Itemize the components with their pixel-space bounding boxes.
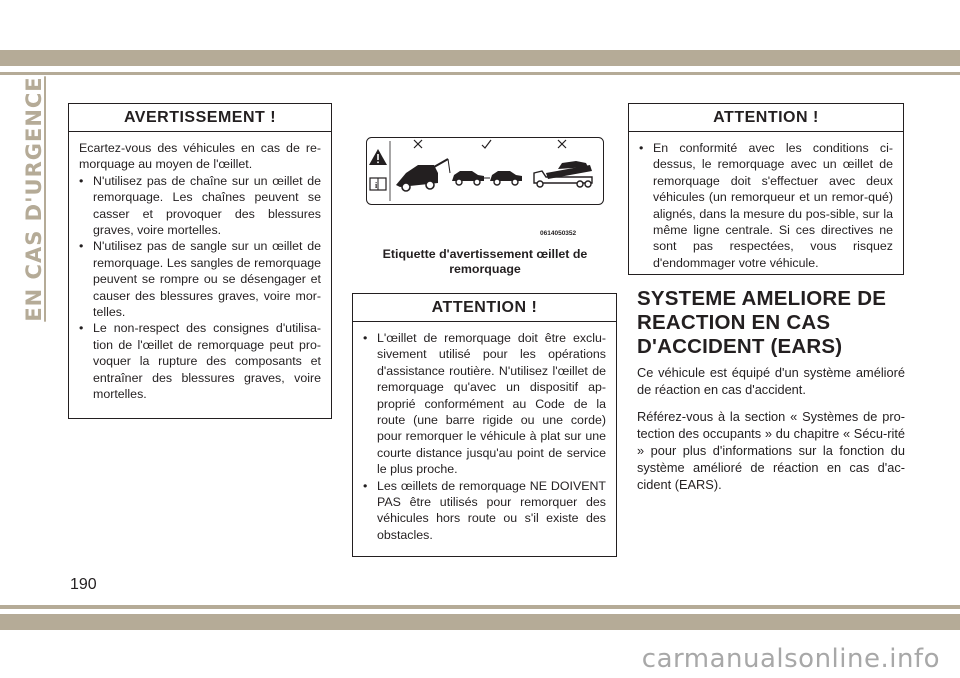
warning-bullet: • N'utilisez pas de sangle sur un œillet de remorquage. Les sangles de remorquage peuvent se rompre ou se désengager et causer des blessures graves, voire mor-telles. <box>79 238 321 320</box>
page-top-margin <box>0 0 960 50</box>
warning-bullet: • N'utilisez pas de chaîne sur un œillet de remorquage. Les chaînes peuvent se casser et provoquer des blessures graves, voire mortelles. <box>79 173 321 239</box>
header-band <box>0 50 960 66</box>
footer-rule <box>0 605 960 609</box>
warning-box-title: AVERTISSEMENT ! <box>69 104 331 132</box>
section-heading: SYSTEME AMELIORE DE REACTION EN CAS D'ACCIDENT (EARS) <box>637 287 887 358</box>
warning-box <box>68 103 332 419</box>
section-paragraph: Ce véhicule est équipé d'un système amélioré de réaction en cas d'accident. <box>637 365 905 397</box>
section-paragraph: Référez-vous à la section « Systèmes de pro-tection des occupants » du chapitre « Sécu-rité » pour plus d'informations sur la fonction du système amélioré de réaction en cas d'ac-cident (EARS). <box>637 409 905 492</box>
warning-bullet: • Le non-respect des consignes d'utilisa-tion de l'œillet de remorquage peut pro-voquer la rupture des composants et entraîner des blessures graves, voire mortelles. <box>79 320 321 402</box>
footer-band <box>0 614 960 630</box>
side-chapter-tab <box>16 76 52 322</box>
figure-caption: Etiquette d'avertissement œillet de remorquage <box>382 247 588 276</box>
caution-box-right <box>628 103 904 275</box>
tow-label-figure <box>366 137 604 205</box>
tow-label-illustration <box>366 137 604 205</box>
caution-bullet: • L'œillet de remorquage doit être exclu-sivement utilisé pour les opérations d'assistance routière. N'utilisez l'œillet de remorquage qu'avec un dispositif ap-proprié conformément au Code de la route (une barre rigide ou une corde) pour remorquer le véhicule à plat sur une courte distance jusqu'au point de service le plus proche. <box>363 330 606 478</box>
caution-box-title: ATTENTION ! <box>629 104 903 132</box>
header-rule <box>0 72 960 75</box>
figure-code: 0614050352 <box>540 230 577 237</box>
caution-bullet: • En conformité avec les conditions ci-dessus, le remorquage avec un œillet de remorquage doit s'effectuer avec deux véhicules (un remorqueur et un remor-qué) alignés, dans la mesure du pos-sible, sur la même ligne centrale. Si ces directives ne sont pas respectées, vous risquez d'endommager votre véhicule. <box>639 140 893 271</box>
warning-intro: Ecartez-vous des véhicules en cas de re-morquage au moyen de l'œillet. <box>79 141 321 172</box>
page-number: 190 <box>70 576 97 593</box>
side-chapter-label: EN CAS D'URGENCE <box>22 76 46 322</box>
svg-text:i: i <box>375 181 378 190</box>
watermark: carmanualsonline.info <box>641 644 940 674</box>
caution-box-title: ATTENTION ! <box>353 294 616 322</box>
caution-box-center <box>352 293 617 557</box>
caution-bullet: • Les œillets de remorquage NE DOIVENT PAS être utilisés pour remorquer des véhicules hors route ou s'il existe des obstacles. <box>363 478 606 544</box>
